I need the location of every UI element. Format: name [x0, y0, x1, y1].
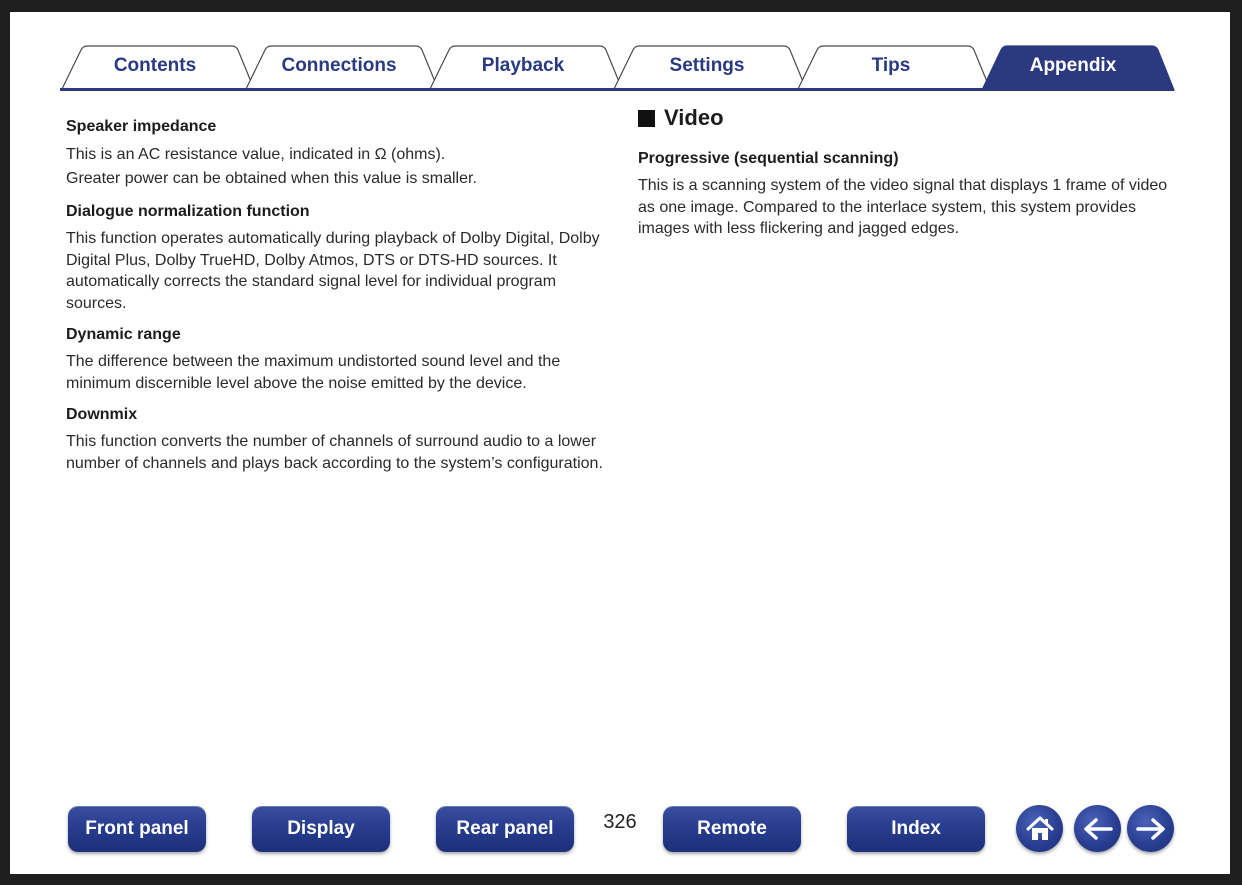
home-button[interactable] [1016, 805, 1063, 852]
term-dynamic-range: Dynamic range [66, 326, 181, 343]
right-column [638, 105, 1183, 240]
tab-bar [10, 12, 1230, 104]
tab-contents[interactable]: Contents [113, 55, 197, 76]
tab-connections[interactable]: Connections [281, 55, 397, 76]
display-button[interactable]: Display [252, 806, 390, 852]
left-column [66, 110, 611, 474]
index-button[interactable]: Index [847, 806, 985, 852]
tab-baseline [60, 88, 1174, 91]
arrow-left-icon [1082, 817, 1114, 841]
desc-progressive: This is a scanning system of the video signal that displays 1 frame of video as one image. Compared to the interlace system, this system provides images with less flickering and jagged edges. [638, 177, 1168, 237]
section-title-text: Video [664, 105, 724, 130]
term-dialogue-normalization: Dialogue normalization function [66, 203, 310, 220]
desc-downmix: This function converts the number of channels of surround audio to a lower number of channels and plays back according to the system’s configuration. [66, 433, 603, 472]
next-page-button[interactable] [1127, 805, 1174, 852]
tab-settings[interactable]: Settings [669, 55, 745, 76]
page-number: 326 [603, 811, 637, 833]
remote-button[interactable]: Remote [663, 806, 801, 852]
desc-speaker-impedance-line-1: This is an AC resistance value, indicated in Ω (ohms). [66, 146, 446, 163]
term-downmix: Downmix [66, 406, 138, 423]
term-progressive: Progressive (sequential scanning) [638, 150, 899, 167]
desc-dialogue-normalization: This function operates automatically during playback of Dolby Digital, Dolby Digital Plus, Dolby TrueHD, Dolby Atmos, DTS or DTS-HD sources. It automatically corrects the standard signal level for individual program sources. [66, 230, 600, 312]
front-panel-button[interactable]: Front panel [68, 806, 206, 852]
arrow-right-icon [1135, 817, 1167, 841]
term-speaker-impedance: Speaker impedance [66, 118, 217, 135]
manual-page [10, 12, 1230, 874]
rear-panel-button[interactable]: Rear panel [436, 806, 574, 852]
desc-speaker-impedance-line-2: Greater power can be obtained when this value is smaller. [66, 169, 477, 187]
tab-appendix[interactable]: Appendix [1029, 55, 1117, 76]
home-icon [1025, 814, 1055, 844]
tab-tips[interactable]: Tips [871, 55, 911, 76]
tab-playback[interactable]: Playback [481, 55, 565, 76]
section-square-icon [638, 110, 655, 127]
previous-page-button[interactable] [1074, 805, 1121, 852]
desc-dynamic-range: The difference between the maximum undistorted sound level and the minimum discernible level above the noise emitted by the device. [66, 353, 561, 392]
section-title-video [638, 103, 1183, 133]
